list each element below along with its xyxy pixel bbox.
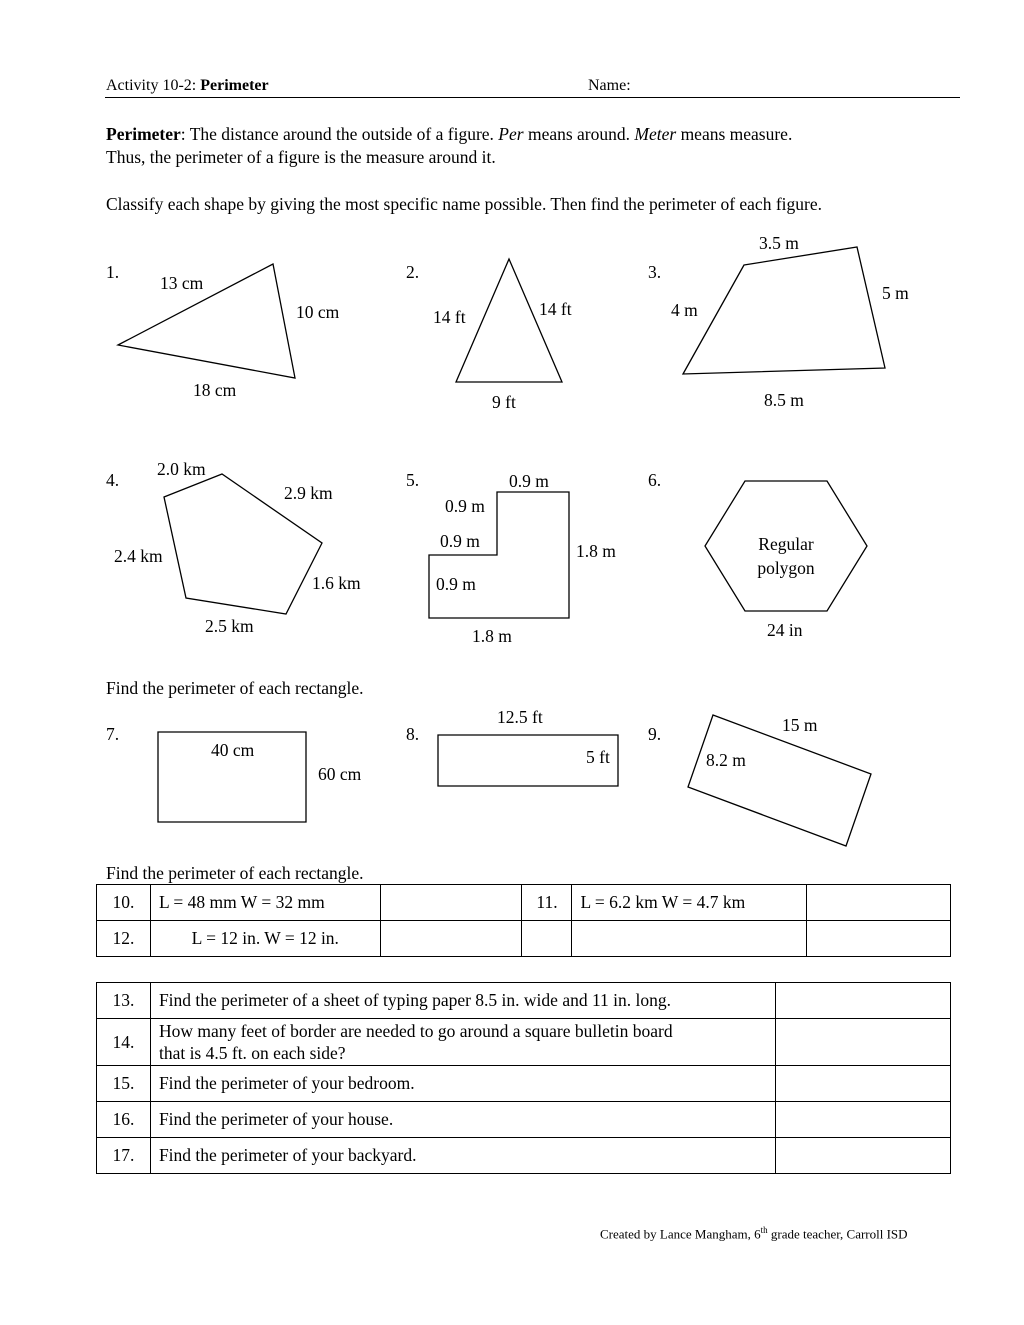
figure-9-label-b: 8.2 m xyxy=(706,750,746,770)
rectangle-9-shape xyxy=(688,715,871,846)
name-label: Name: xyxy=(588,77,631,94)
problem-number: 16. xyxy=(97,1102,151,1138)
problem-question-line-1: How many feet of border are needed to go around a square bulletin board xyxy=(158,1021,673,1041)
figure-6-number: 6. xyxy=(648,470,662,490)
problem-number xyxy=(522,921,572,957)
figure-4-number: 4. xyxy=(106,470,120,490)
problem-question: Find the perimeter of your backyard. xyxy=(150,1138,775,1174)
problem-question: Find the perimeter of your house. xyxy=(150,1102,775,1138)
table-row xyxy=(97,885,951,921)
figure-1-label-a: 13 cm xyxy=(160,273,204,293)
figure-5-label-b: 0.9 m xyxy=(445,496,485,516)
figure-6-label-side: 24 in xyxy=(767,620,803,640)
answer-cell[interactable] xyxy=(807,885,951,921)
figure-9-number: 9. xyxy=(648,724,662,744)
table-row xyxy=(97,921,951,957)
figure-7-label-b: 60 cm xyxy=(318,764,362,784)
table-row xyxy=(97,1102,951,1138)
figure-2-number: 2. xyxy=(406,262,420,282)
answer-cell[interactable] xyxy=(776,1066,951,1102)
figure-5-label-c: 0.9 m xyxy=(440,531,480,551)
problem-number: 14. xyxy=(97,1019,151,1066)
problem-number: 15. xyxy=(97,1066,151,1102)
problem-number: 11. xyxy=(522,885,572,921)
term-per: Per xyxy=(498,124,524,144)
figure-3-label-b: 5 m xyxy=(882,283,909,303)
problem-dimensions: L = 48 mm W = 32 mm xyxy=(150,885,380,921)
problem-dimensions: L = 6.2 km W = 4.7 km xyxy=(572,885,807,921)
figure-8-label-a: 12.5 ft xyxy=(497,707,543,727)
rect-heading-2: Find the perimeter of each rectangle. xyxy=(106,863,364,883)
rect-heading-1: Find the perimeter of each rectangle. xyxy=(106,678,364,698)
figure-5-label-f: 1.8 m xyxy=(472,626,512,646)
figure-4-label-d: 1.6 km xyxy=(312,573,361,593)
definition-text-1: : The distance around the outside of a figure. xyxy=(180,124,499,144)
problem-dimensions: L = 12 in. W = 12 in. xyxy=(150,921,380,957)
table-row xyxy=(97,1066,951,1102)
problem-number: 12. xyxy=(97,921,151,957)
figure-7-label-a: 40 cm xyxy=(211,740,255,760)
definition-text-2: means around. xyxy=(523,124,635,144)
figure-5-number: 5. xyxy=(406,470,420,490)
figure-8-label-b: 5 ft xyxy=(586,747,610,767)
footer-sup: th xyxy=(760,1225,768,1235)
figure-1-label-c: 18 cm xyxy=(193,380,237,400)
answer-cell[interactable] xyxy=(776,983,951,1019)
figure-4-label-e: 2.5 km xyxy=(205,616,254,636)
word-problem-table xyxy=(96,982,951,1174)
table-row xyxy=(97,1138,951,1174)
problem-question-line-2: that is 4.5 ft. on each side? xyxy=(158,1043,346,1063)
figure-1-number: 1. xyxy=(106,262,120,282)
figure-3-label-a: 3.5 m xyxy=(759,233,799,253)
problem-question: Find the perimeter of your bedroom. xyxy=(150,1066,775,1102)
definition-text-3: means measure. xyxy=(676,124,793,144)
figure-8-number: 8. xyxy=(406,724,420,744)
figure-7-number: 7. xyxy=(106,724,120,744)
figure-6-label-polygon: polygon xyxy=(757,558,815,578)
figure-3-label-d: 8.5 m xyxy=(764,390,804,410)
figure-2-label-b: 14 ft xyxy=(539,299,572,319)
figure-4-label-c: 2.4 km xyxy=(114,546,163,566)
figure-6-label-regular: Regular xyxy=(758,534,814,554)
answer-cell[interactable] xyxy=(380,885,522,921)
answer-cell[interactable] xyxy=(776,1019,951,1066)
answer-cell[interactable] xyxy=(776,1102,951,1138)
definition-line-2: Thus, the perimeter of a figure is the measure around it. xyxy=(106,147,496,167)
footer-credit xyxy=(600,1225,908,1242)
figure-2-label-c: 9 ft xyxy=(492,392,516,412)
figure-5-label-d: 1.8 m xyxy=(576,541,616,561)
problem-number: 17. xyxy=(97,1138,151,1174)
footer-text-2: grade teacher, Carroll ISD xyxy=(767,1226,908,1242)
problem-number: 13. xyxy=(97,983,151,1019)
footer-text-1: Created by Lance Mangham, 6 xyxy=(600,1226,761,1242)
answer-cell[interactable] xyxy=(776,1138,951,1174)
problem-number: 10. xyxy=(97,885,151,921)
problem-question xyxy=(150,1019,775,1066)
activity-title-bold: Perimeter xyxy=(200,77,269,94)
term-meter: Meter xyxy=(634,124,677,144)
trapezoid-3-shape xyxy=(683,247,885,374)
figure-3-label-c: 4 m xyxy=(671,300,698,320)
rectangle-table xyxy=(96,884,951,957)
figure-3-number: 3. xyxy=(648,262,662,282)
answer-cell[interactable] xyxy=(380,921,522,957)
figure-4-label-b: 2.9 km xyxy=(284,483,333,503)
problem-dimensions xyxy=(572,921,807,957)
figure-5-label-e: 0.9 m xyxy=(436,574,476,594)
answer-cell[interactable] xyxy=(807,921,951,957)
figure-9-label-a: 15 m xyxy=(782,715,818,735)
figure-2-label-a: 14 ft xyxy=(433,307,466,327)
instructions: Classify each shape by giving the most specific name possible. Then find the perimeter of each figure. xyxy=(106,194,822,214)
term-perimeter: Perimeter xyxy=(106,124,181,144)
table-row xyxy=(97,983,951,1019)
problem-question: Find the perimeter of a sheet of typing paper 8.5 in. wide and 11 in. long. xyxy=(150,983,775,1019)
triangle-2-shape xyxy=(456,259,562,382)
figure-4-label-a: 2.0 km xyxy=(157,459,206,479)
figure-5-label-a: 0.9 m xyxy=(509,471,549,491)
figure-1-label-b: 10 cm xyxy=(296,302,340,322)
activity-prefix: Activity 10-2: xyxy=(106,77,197,94)
triangle-1-shape xyxy=(118,264,295,378)
table-row xyxy=(97,1019,951,1066)
